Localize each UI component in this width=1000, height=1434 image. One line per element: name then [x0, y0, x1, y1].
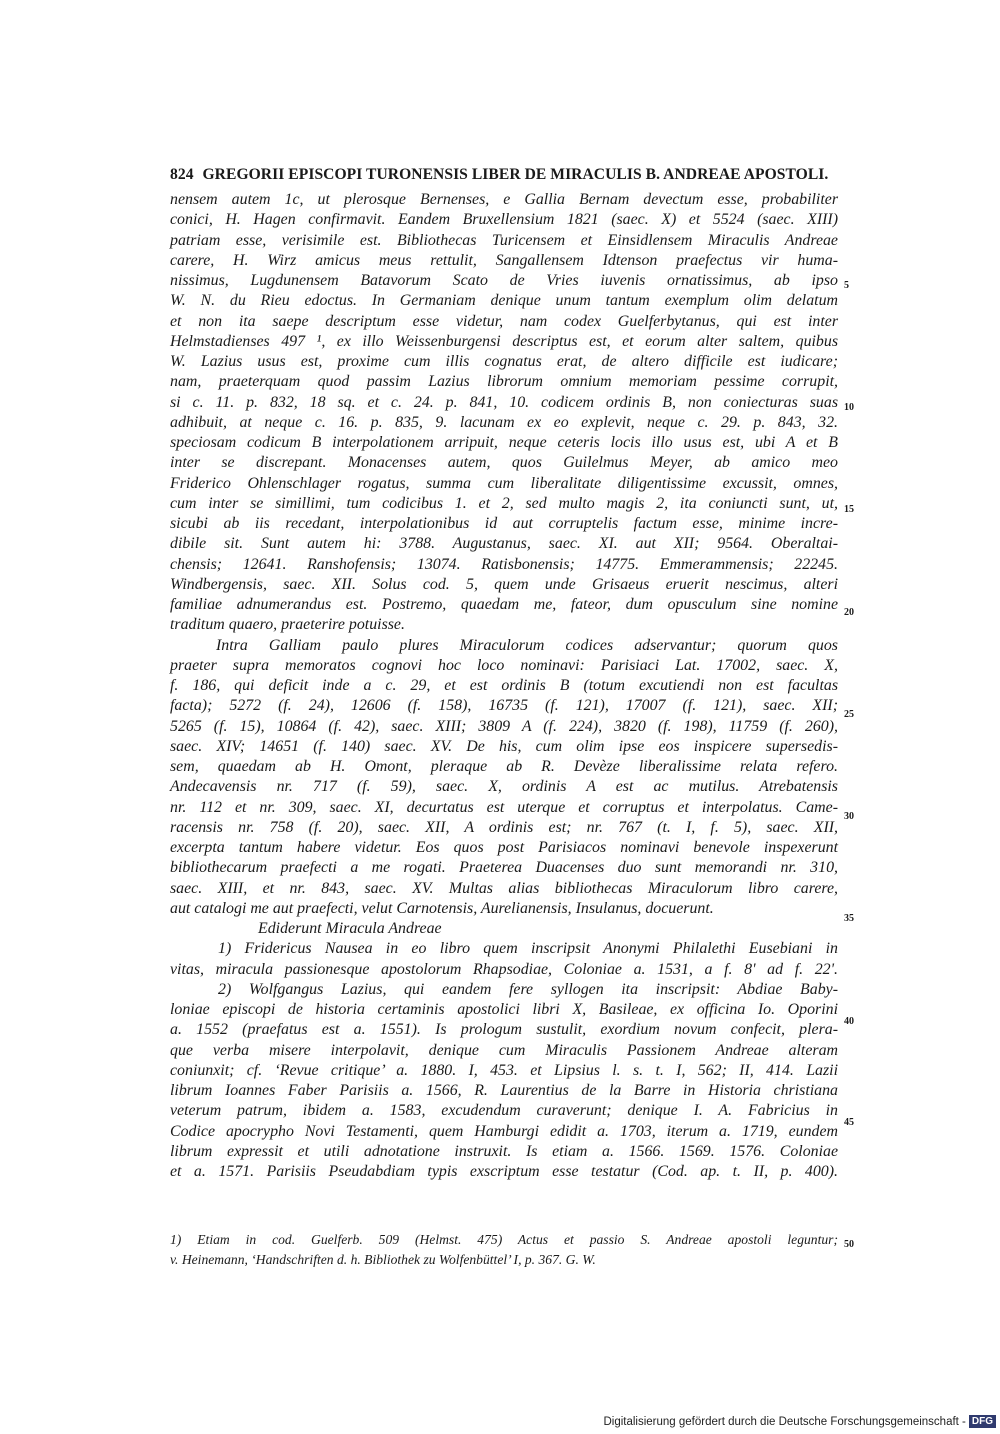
text-line: excerpta tantum habere videtur. Eos quos post Parisiacos nominavi benevole inspexerunt	[170, 839, 838, 856]
text-line: Friderico Ohlenschlager rogatus, summa cum liberalitate diligentissime excussit, omnes,	[170, 474, 838, 492]
text-line: que verba misere interpolavit, denique cum Miraculis Passionem Andreae alteram	[170, 1041, 838, 1059]
footnote-line: v. Heinemann, ‘Handschriften d. h. Bibliothek zu Wolfenbüttel’ I, p. 367. G. W.	[170, 1252, 596, 1268]
line-number: 40	[844, 1016, 854, 1027]
text-line: librum Ioannes Faber Parisiis a. 1566, R. Laurentius de la Barre in Historia christiana	[170, 1082, 838, 1099]
text-line: chensis; 12641. Ranshofensis; 13074. Ratisbonensis; 14775. Emmerammensis; 22245.	[170, 555, 838, 573]
text-line: Intra Galliam paulo plures Miraculorum codices adservantur; quorum quos	[216, 636, 838, 654]
text-line: veterum patrum, ibidem a. 1583, excudendum curaverunt; denique I. A. Fabricius in	[170, 1102, 838, 1120]
text-line: praeter supra memoratos cognovi hoc loco nominavi: Parisiaci Lat. 17002, saec. X,	[170, 656, 838, 674]
text-line: adhibuit, at neque c. 16. p. 835, 9. lacunam ex eo explevit, neque c. 29. p. 843, 32.	[170, 413, 838, 431]
text-line: coniunxit; cf. ‘Revue critique’ a. 1880. I, 453. et Lipsius l. s. t. I, 562; II, 414. Lazii	[170, 1061, 838, 1079]
line-number: 50	[844, 1239, 854, 1250]
text-line: 2) Wolfgangus Lazius, qui eandem fere syllogen ita inscripsit: Abdiae Baby-	[218, 980, 838, 998]
line-number: 10	[844, 402, 854, 413]
text-line: 1) Fridericus Nausea in eo libro quem inscripsit Anonymi Philalethi Eusebiani in	[218, 940, 838, 958]
line-number: 45	[844, 1117, 854, 1128]
text-line: a. 1552 (praefatus est a. 1551). Is prologum sustulit, exordium novum confecit, plera-	[170, 1021, 838, 1039]
text-line: et a. 1571. Parisiis Pseudabdiam typis exscriptum esse testatur (Cod. ap. t. II, p. 400).	[170, 1163, 838, 1180]
text-line: Windbergensis, saec. XII. Solus cod. 5, quem unde Grisaeus eruerit nescimus, alteri	[170, 575, 838, 593]
text-line: saec. XIII, et nr. 843, saec. XV. Multas alias bibliothecas Miraculorum libro carere,	[170, 879, 838, 897]
footer-text: Digitalisierung gefördert durch die Deutsche Forschungsgemeinschaft -	[603, 1415, 966, 1428]
text-line: Helmstadienses 497 ¹, ex illo Weissenburgensi descriptus est, et eorum alter saltem, quibus	[170, 332, 838, 350]
text-line: familiae adnumerandus est. Postremo, quaedam me, fateor, dum opusculum sine nomine	[170, 596, 838, 613]
text-line: W. Lazius usus est, proxime cum illis cognatus erat, de altero difficile est iudicare;	[170, 353, 838, 370]
dfg-logo: DFG	[969, 1415, 996, 1428]
text-line: aut catalogi me aut praefecti, velut Carnotensis, Aurelianensis, Insulanus, docuerunt.	[170, 899, 714, 917]
text-line: racensis nr. 758 (f. 20), saec. XII, A ordinis est; nr. 767 (t. I, f. 5), saec. XII,	[170, 818, 838, 836]
footer-credit	[603, 1415, 1000, 1428]
line-number: 35	[844, 913, 854, 924]
text-line: bibliothecarum praefecti a me rogati. Praeterea Duacenses duo sunt memorandi nr. 310,	[170, 859, 838, 877]
text-line: carere, H. Wirz amicus meus rettulit, Sangallensem Idtenson praefectus vir huma-	[170, 251, 838, 269]
text-line: vitas, miracula passionesque apostolorum Rhapsodiae, Coloniae a. 1531, a f. 8' ad f. 22'.	[170, 960, 838, 978]
text-line: Ediderunt Miracula Andreae	[258, 920, 442, 937]
text-line: loniae episcopi de historia certaminis apostolici libri X, Basileae, ex officina Io. Oporini	[170, 1001, 838, 1018]
line-number: 5	[844, 280, 849, 291]
text-line: speciosam codicum B interpolationem arripuit, neque ceteris locis illo usus est, ubi A et B	[170, 434, 838, 451]
text-line: et non ita saepe descriptum esse videtur, nam codex Guelferbytanus, qui est inter	[170, 312, 838, 330]
text-line: nr. 112 et nr. 309, saec. XI, decurtatus est uterque et corruptus et interpolatus. Came-	[170, 798, 838, 816]
text-line: Codice apocrypho Novi Testamenti, quem Hamburgi edidit a. 1703, iterum a. 1719, eundem	[170, 1122, 838, 1140]
text-line: patriam esse, verisimile est. Bibliothecas Turicensem et Einsidlensem Miraculis Andreae	[170, 231, 838, 249]
text-line: cum inter se simillimi, tum codicibus 1. et 2, sed multo magis 2, ita coniuncti sunt, ut,	[170, 494, 838, 512]
text-line: Andecavensis nr. 717 (f. 59), saec. X, ordinis A est ac mutilus. Atrebatensis	[170, 778, 838, 796]
text-line: 5265 (f. 15), 10864 (f. 42), saec. XIII; 3809 A (f. 224), 3820 (f. 198), 11759 (f. 260),	[170, 717, 838, 735]
text-line: nam, praeterquam quod passim Lazius librorum omnium memoriam pessime corrupit,	[170, 373, 838, 391]
text-line: saec. XIV; 14651 (f. 140) saec. XV. De his, cum olim ipse eos inspicere supersedis-	[170, 737, 838, 755]
text-line: facta); 5272 (f. 24), 12606 (f. 158), 16735 (f. 121), 17007 (f. 121), saec. XII;	[170, 697, 838, 715]
text-line: dibile sit. Sunt autem hi: 3788. Augustanus, saec. XI. aut XII; 9564. Oberaltai-	[170, 535, 838, 553]
main-text	[170, 190, 854, 1182]
text-line: conici, H. Hagen confirmavit. Eandem Bruxellensium 1821 (saec. X) et 5524 (saec. XIII)	[170, 211, 838, 229]
text-line: f. 186, qui deficit inde a c. 29, et est ordinis B (totum excutiendi non est facultas	[170, 677, 838, 694]
line-number: 25	[844, 709, 854, 720]
footnotes	[170, 1230, 854, 1271]
running-title: GREGORII EPISCOPI TURONENSIS LIBER DE MIRACULIS B. ANDREAE APOSTOLI.	[202, 166, 829, 183]
footnote-line: 1) Etiam in cod. Guelferb. 509 (Helmst. 475) Actus et passio S. Andreae apostoli leguntur;	[170, 1232, 838, 1247]
text-line: nissimus, Lugdunensem Batavorum Scato de Vries iuvenis ornatissimus, ab ipso	[170, 272, 838, 289]
text-line: sem, quaedam ab H. Omont, pleraque ab R. Devèze liberalissime relata refero.	[170, 758, 838, 775]
line-number: 20	[844, 607, 854, 618]
text-line: traditum quaero, praeterire potuisse.	[170, 616, 405, 634]
text-line: inter se discrepant. Monacenses autem, quos Guilelmus Meyer, ab amico meo	[170, 454, 838, 472]
text-line: sicubi ab iis recedant, interpolationibus id aut corruptelis factum esse, minime incre-	[170, 515, 838, 532]
text-line: si c. 11. p. 832, 18 sq. et c. 24. p. 841, 10. codicem ordinis B, non coniecturas suas	[170, 393, 838, 411]
page-header	[170, 166, 840, 184]
text-line: librum expressit et utili adnotatione instruxit. Is etiam a. 1566. 1569. 1576. Coloniae	[170, 1142, 838, 1160]
line-number: 30	[844, 811, 854, 822]
text-line: nensem autem 1c, ut plerosque Bernenses, e Gallia Bernam devectum esse, probabiliter	[170, 191, 838, 208]
text-line: W. N. du Rieu edoctus. In Germaniam denique unum tantum exemplum olim delatum	[170, 292, 838, 310]
line-number: 15	[844, 504, 854, 515]
page-number: 824	[170, 166, 194, 183]
